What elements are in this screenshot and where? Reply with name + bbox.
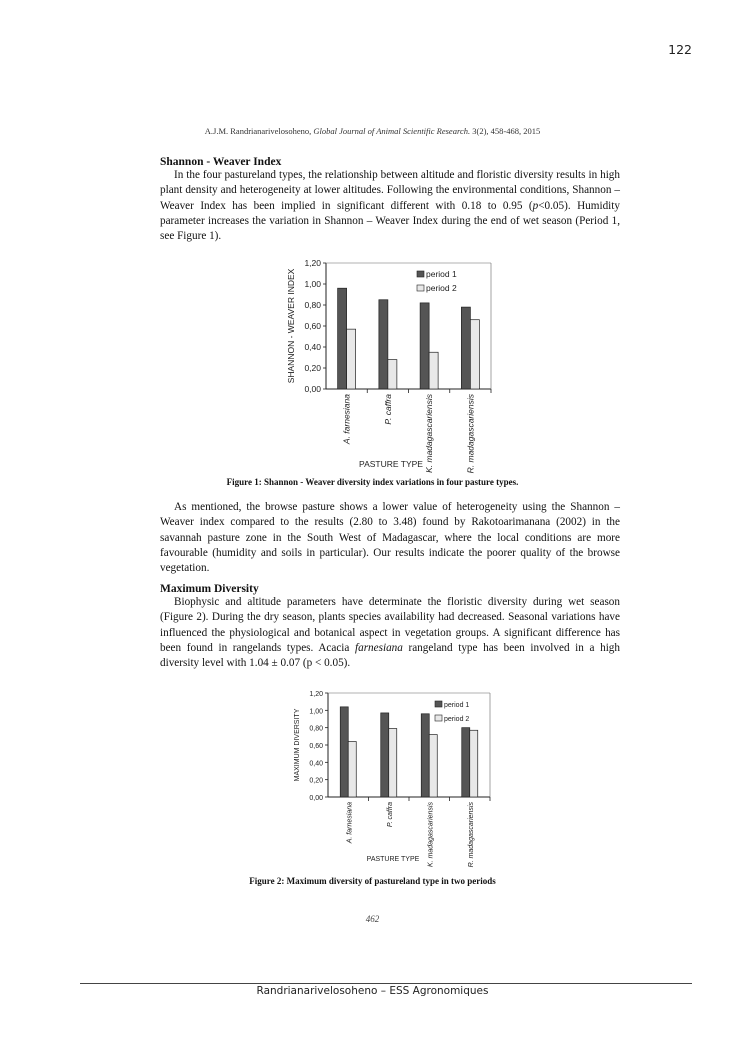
- legend-swatch: [435, 701, 442, 707]
- section-shannon-weaver: [160, 156, 620, 244]
- discussion-block: [160, 500, 620, 576]
- section-heading: Shannon - Weaver Index: [160, 156, 282, 168]
- journal-page-number: 462: [365, 914, 380, 924]
- page-number: 122: [668, 42, 692, 57]
- y-tick-label: 1,00: [309, 708, 323, 716]
- legend-swatch: [417, 285, 424, 291]
- bar-1: [381, 713, 389, 797]
- y-tick-label: 0,00: [309, 795, 323, 802]
- y-tick-label: 0,80: [309, 725, 323, 733]
- x-category-label: R. madagascariensis: [465, 394, 476, 474]
- bar-1: [338, 288, 347, 389]
- bar-1: [461, 307, 470, 389]
- x-axis-title: PASTURE TYPE: [366, 856, 420, 863]
- x-category-label: A. farnesiana: [346, 802, 354, 844]
- y-tick-label: 0,20: [304, 363, 321, 373]
- bar-2: [470, 730, 478, 797]
- figure-2-chart: [290, 686, 500, 868]
- bar-1: [340, 707, 348, 797]
- bar-2: [389, 729, 397, 797]
- bar-1: [379, 300, 388, 389]
- legend-label: period 2: [426, 283, 457, 293]
- legend-label: period 2: [444, 716, 470, 723]
- paragraph-text: <0.05). Humidity parameter increases the variation in Shannon – Weaver Index during the end of wet season (Period 1, see Figure 1).: [160, 199, 620, 243]
- running-head: [0, 126, 745, 136]
- legend-swatch: [435, 715, 442, 721]
- bar-2: [388, 360, 397, 389]
- y-tick-label: 0,60: [309, 743, 323, 750]
- bar-2: [348, 742, 356, 797]
- y-tick-label: 1,20: [309, 691, 323, 698]
- bar-2: [347, 329, 356, 389]
- x-category-label: P. caffra: [386, 802, 394, 828]
- section-heading: Maximum Diversity: [160, 583, 259, 595]
- figure-1-chart: [282, 255, 507, 475]
- y-axis-title: SHANNON - WEAVER INDEX: [286, 268, 296, 384]
- y-tick-label: 1,00: [304, 279, 321, 289]
- figure-1-caption: Figure 1: Shannon - Weaver diversity index variations in four pasture types.: [226, 477, 519, 487]
- legend-label: period 1: [426, 269, 457, 279]
- paragraph-text: Biophysic and altitude parameters have determinate the floristic diversity during wet season (Figure 2). During the dry season, plants species availability had decreased. Seasonal variations have influenced the physiological and botanical aspect in vegetation groups. A significant difference has been found in rangelands types. Acacia: [160, 596, 620, 654]
- y-tick-label: 0,80: [304, 300, 321, 310]
- legend-swatch: [417, 271, 424, 277]
- paragraph-text: In the four pastureland types, the relationship between altitude and floristic diversity results in high plant density and heterogeneity at lower altitudes. Following the environmental conditions, Shannon – Weaver Index has been implied in significant different with 0.18 to 0.95 (: [160, 169, 620, 212]
- paragraph-italic: p: [532, 199, 539, 212]
- running-head-authors: A.J.M. Randrianarivelosoheno,: [204, 126, 312, 136]
- paragraph-text: rangeland type has been involved in a high diversity level with 1.04 ± 0.07 (p < 0.05).: [160, 641, 620, 670]
- bar-1: [462, 728, 470, 797]
- footer-divider: [80, 983, 692, 984]
- y-tick-label: 0,40: [309, 760, 323, 768]
- paragraph-italic: farnesiana: [355, 641, 403, 654]
- legend-label: period 1: [444, 702, 470, 709]
- y-axis-title: MAXIMUM DIVERSITY: [294, 708, 301, 782]
- y-tick-label: 0,20: [309, 777, 323, 785]
- bar-2: [429, 352, 438, 389]
- x-category-label: A. farnesiana: [341, 394, 352, 445]
- bar-1: [421, 714, 429, 797]
- y-tick-label: 1,20: [304, 258, 321, 268]
- section-paragraph: [160, 168, 620, 244]
- x-category-label: K. madagascariensis: [427, 802, 435, 867]
- bar-2: [470, 320, 479, 389]
- running-head-journal: Global Journal of Animal Scientific Research.: [313, 126, 471, 136]
- section-maximum-diversity: [160, 583, 620, 671]
- y-tick-label: 0,40: [304, 342, 321, 352]
- discussion-paragraph: As mentioned, the browse pasture shows a lower value of heterogeneity using the Shannon – Weaver index compared to the results (2.80 to 3.48) found by Rakotoarimanana (2002) in the savannah pasture zone in the South West of Madagascar, where the local conditions are more favourable (humidity and soils in particular). Our results indicate the poorer quality of the browse vegetation.: [160, 501, 620, 575]
- x-category-label: R. madagascariensis: [467, 802, 475, 868]
- figure-2-caption: Figure 2: Maximum diversity of pastureland type in two periods: [249, 876, 496, 886]
- x-axis-title: PASTURE TYPE: [359, 459, 423, 469]
- x-category-label: P. caffra: [382, 394, 393, 425]
- bar-1: [420, 303, 429, 389]
- y-tick-label: 0,60: [304, 321, 321, 331]
- running-head-volume: 3(2), 458-468, 2015: [472, 126, 541, 136]
- bar-2: [429, 735, 437, 797]
- y-tick-label: 0,00: [304, 384, 321, 394]
- section-paragraph: [160, 595, 620, 671]
- footer-text: Randrianarivelosoheno – ESS Agronomiques: [256, 985, 489, 997]
- x-category-label: K. madagascariensis: [424, 394, 435, 473]
